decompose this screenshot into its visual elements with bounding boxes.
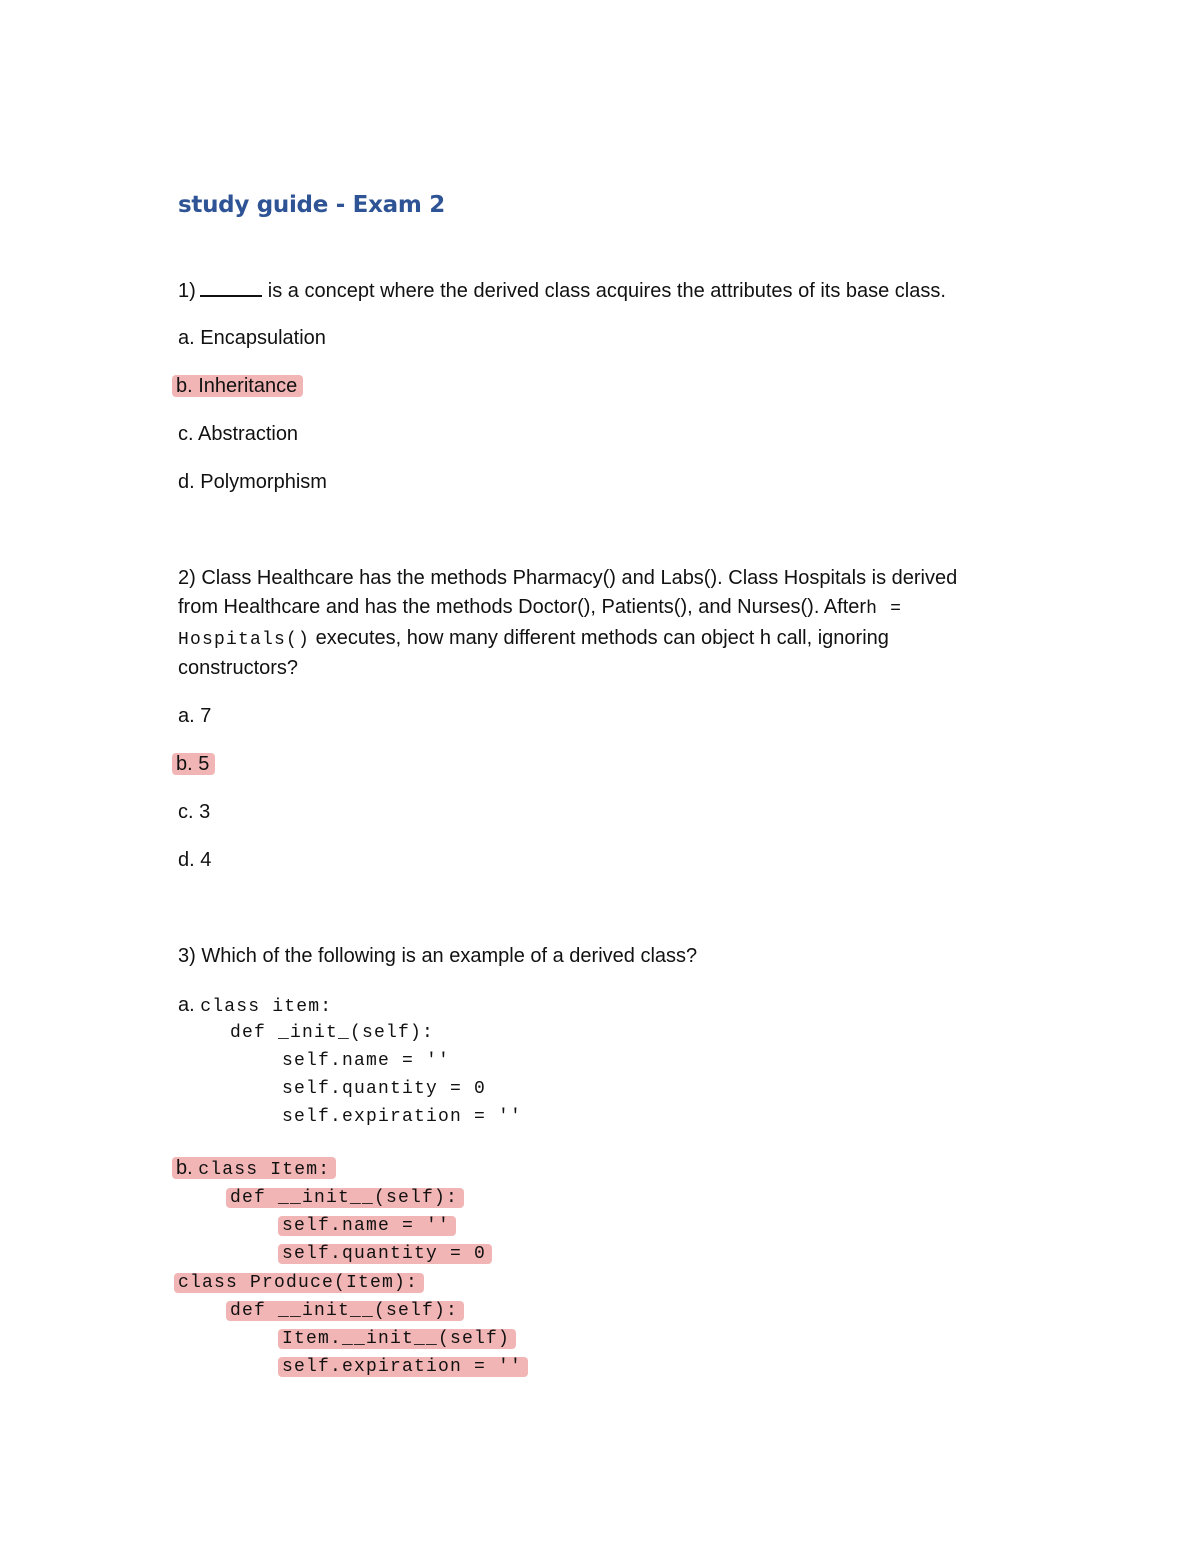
answer-highlight bbox=[172, 1157, 336, 1179]
code-line: def _init_(self): bbox=[230, 1023, 435, 1043]
code-line: self.expiration = '' bbox=[278, 1357, 528, 1377]
code-line: def __init__(self): bbox=[226, 1301, 464, 1321]
code-inline: Hospitals() bbox=[178, 630, 311, 650]
code-line: Item.__init__(self) bbox=[278, 1329, 516, 1349]
code-line: self.name = '' bbox=[278, 1216, 456, 1236]
code-row bbox=[282, 1350, 528, 1382]
question-2-text: executes, how many different methods can object h call, ignoring bbox=[315, 627, 889, 649]
answer-highlight: b. 5 bbox=[172, 753, 215, 775]
question-2-line-4: constructors? bbox=[178, 657, 299, 679]
code-row bbox=[282, 1237, 492, 1269]
question-3-stem: 3) Which of the following is an example of a derived class? bbox=[178, 945, 698, 967]
question-2-option-a: a. 7 bbox=[178, 705, 212, 727]
question-1-option-a: a. Encapsulation bbox=[178, 327, 326, 349]
question-1-option-c: c. Abstraction bbox=[178, 423, 299, 445]
question-2-text: from Healthcare and has the methods Doctor(), Patients(), and Nurses(). After bbox=[178, 596, 867, 618]
code-inline: h = bbox=[866, 599, 903, 619]
code-line: self.name = '' bbox=[282, 1051, 451, 1071]
code-line: class Produce(Item): bbox=[174, 1273, 424, 1293]
fill-in-blank bbox=[200, 275, 262, 297]
code-line: self.expiration = '' bbox=[282, 1107, 523, 1127]
code-line: self.quantity = 0 bbox=[278, 1244, 492, 1264]
question-2-option-b bbox=[178, 749, 215, 779]
question-2-line-1: 2) Class Healthcare has the methods Pharmacy() and Labs(). Class Hospitals is derived bbox=[178, 567, 958, 589]
option-label: a. bbox=[178, 994, 195, 1016]
question-2-option-c: c. 3 bbox=[178, 801, 211, 823]
code-line: self.quantity = 0 bbox=[282, 1079, 487, 1099]
code-line: class item: bbox=[200, 997, 333, 1017]
page-title: study guide - Exam 2 bbox=[178, 192, 445, 218]
question-2-line-2 bbox=[178, 592, 902, 624]
code-line: class Item: bbox=[198, 1160, 331, 1180]
question-1-option-d: d. Polymorphism bbox=[178, 471, 327, 493]
question-1-text: is a concept where the derived class acquires the attributes of its base class. bbox=[267, 280, 946, 302]
code-line: def __init__(self): bbox=[226, 1188, 464, 1208]
question-1-number: 1) bbox=[178, 280, 196, 302]
answer-highlight: b. Inheritance bbox=[172, 375, 303, 397]
option-label: b. bbox=[176, 1157, 193, 1179]
question-2-option-d: d. 4 bbox=[178, 849, 212, 871]
question-1-stem bbox=[178, 275, 946, 306]
question-2-line-3 bbox=[178, 623, 889, 655]
question-1-option-b bbox=[178, 371, 303, 401]
